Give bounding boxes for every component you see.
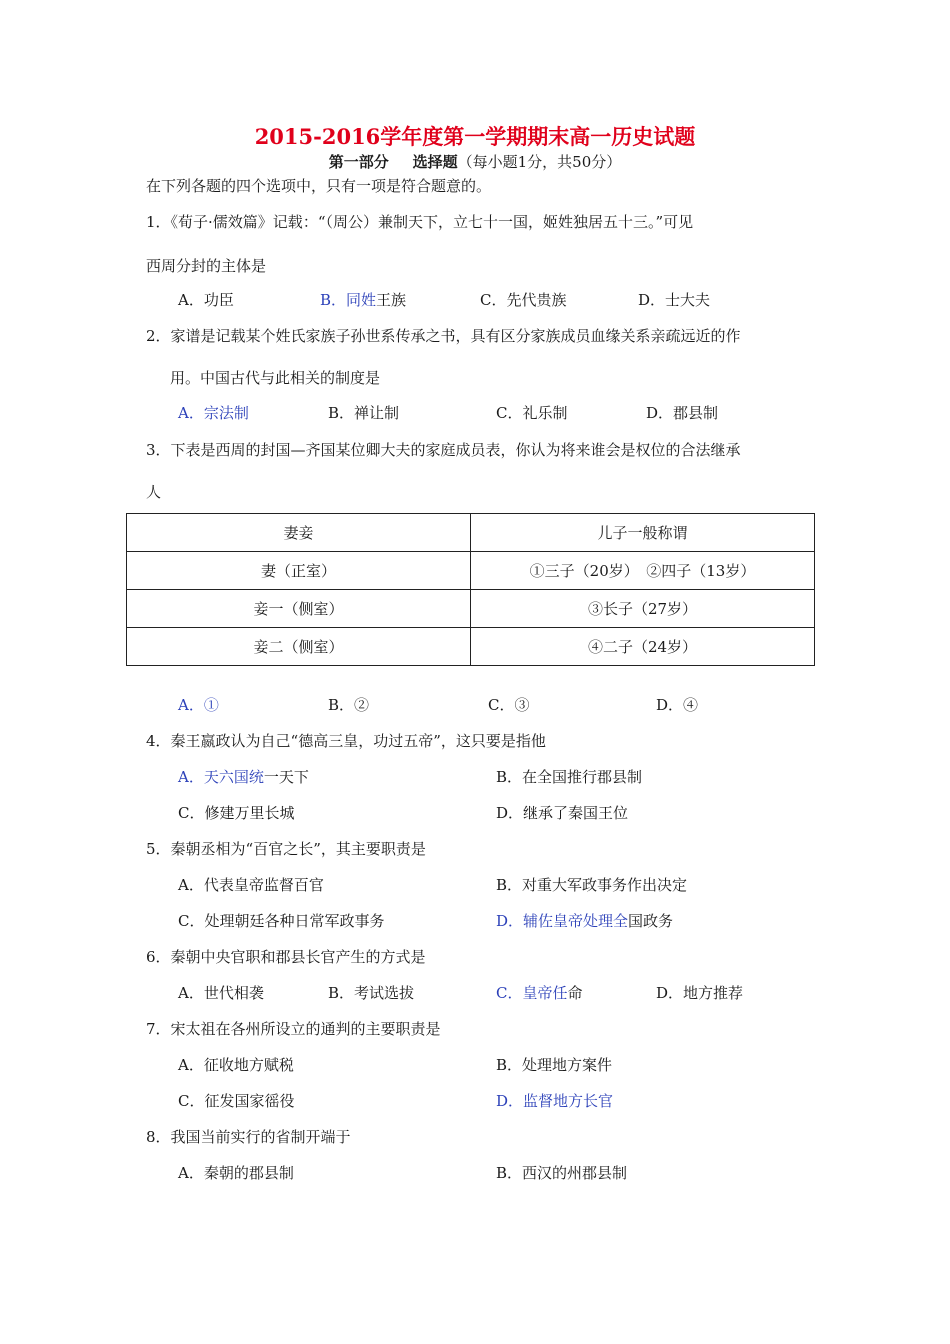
family-table	[126, 513, 815, 666]
q6-stem: 6．秦朝中央官职和郡县长官产生的方式是	[146, 948, 426, 966]
q7-option-c: C．征发国家徭役	[178, 1092, 295, 1110]
q6-option-b: B．考试选拔	[328, 984, 415, 1002]
q8-stem: 8．我国当前实行的省制开端于	[146, 1128, 351, 1146]
section-part: 第一部分	[328, 153, 389, 171]
table-cell: 妻（正室）	[127, 552, 471, 590]
q2-stem-line2: 用。中国古代与此相关的制度是	[170, 369, 381, 387]
q4-stem: 4．秦王嬴政认为自己“德高三皇，功过五帝”，这只要是指他	[146, 732, 546, 750]
q7-option-a: A．征收地方赋税	[178, 1056, 294, 1074]
q5-stem: 5．秦朝丞相为“百官之长”，其主要职责是	[146, 840, 426, 858]
q5-option-c: C．处理朝廷各种日常军政事务	[178, 912, 385, 930]
q5-option-d: D．辅佐皇帝处理全国政务	[496, 912, 674, 930]
q3-option-b: B．②	[328, 696, 370, 714]
table-header-row	[127, 514, 815, 552]
q2-option-d: D．郡县制	[646, 404, 719, 422]
q7-option-d: D．监督地方长官	[496, 1092, 614, 1110]
q6-option-a: A．世代相袭	[178, 984, 264, 1002]
q2-stem-line1: 2．家谱是记载某个姓氏家族子孙世系传承之书，具有区分家族成员血缘关系亲疏远近的作	[146, 327, 741, 345]
q8-option-a: A．秦朝的郡县制	[178, 1164, 294, 1182]
q2-option-b: B．禅让制	[328, 404, 400, 422]
table-row	[127, 590, 815, 628]
table-header-cell: 妻妾	[127, 514, 471, 552]
q1-option-a: A．功臣	[178, 291, 234, 309]
instruction: 在下列各题的四个选项中，只有一项是符合题意的。	[146, 177, 492, 195]
q7-stem: 7．宋太祖在各州所设立的通判的主要职责是	[146, 1020, 441, 1038]
q1-stem-line2: 西周分封的主体是	[146, 257, 267, 275]
q4-option-b: B．在全国推行郡县制	[496, 768, 643, 786]
table-cell: ③长子（27岁）	[471, 590, 815, 628]
q5-option-a: A．代表皇帝监督百官	[178, 876, 324, 894]
q4-option-a: A．天六国统一天下	[178, 768, 309, 786]
table-cell: ①三子（20岁） ②四子（13岁）	[471, 552, 815, 590]
q4-option-c: C．修建万里长城	[178, 804, 295, 822]
q7-option-b: B．处理地方案件	[496, 1056, 613, 1074]
section-header	[0, 152, 950, 172]
table-row	[127, 628, 815, 666]
section-type: 选择题	[412, 153, 458, 171]
table-cell: 妾一（侧室）	[127, 590, 471, 628]
q6-option-c: C．皇帝任命	[496, 984, 583, 1002]
table-header-cell: 儿子一般称谓	[471, 514, 815, 552]
q4-option-d: D．继承了秦国王位	[496, 804, 629, 822]
table-row	[127, 552, 815, 590]
table-cell: ④二子（24岁）	[471, 628, 815, 666]
q3-option-a: A．①	[178, 696, 219, 714]
page-title: 2015-2016学年度第一学期期末高一历史试题	[254, 124, 696, 149]
q5-option-b: B．对重大军政事务作出决定	[496, 876, 688, 894]
q2-option-c: C．礼乐制	[496, 404, 568, 422]
q3-stem-line1: 3．下表是西周的封国—齐国某位卿大夫的家庭成员表，你认为将来谁会是权位的合法继承	[146, 441, 741, 459]
table-cell: 妾二（侧室）	[127, 628, 471, 666]
q1-option-d: D．士大夫	[638, 291, 711, 309]
section-note: （每小题1分，共50分）	[457, 153, 622, 171]
q1-stem-line1: 1．《荀子·儒效篇》记载：“（周公）兼制天下，立七十一国，姬姓独居五十三。”可见	[146, 213, 694, 231]
q8-option-b: B．西汉的州郡县制	[496, 1164, 628, 1182]
q1-option-b: B．同姓王族	[320, 291, 407, 309]
q3-option-d: D．④	[656, 696, 699, 714]
q6-option-d: D．地方推荐	[656, 984, 744, 1002]
q1-option-c: C．先代贵族	[480, 291, 567, 309]
q2-option-a: A．宗法制	[178, 404, 249, 422]
q3-stem-line2: 人	[146, 483, 162, 501]
q3-option-c: C．③	[488, 696, 530, 714]
